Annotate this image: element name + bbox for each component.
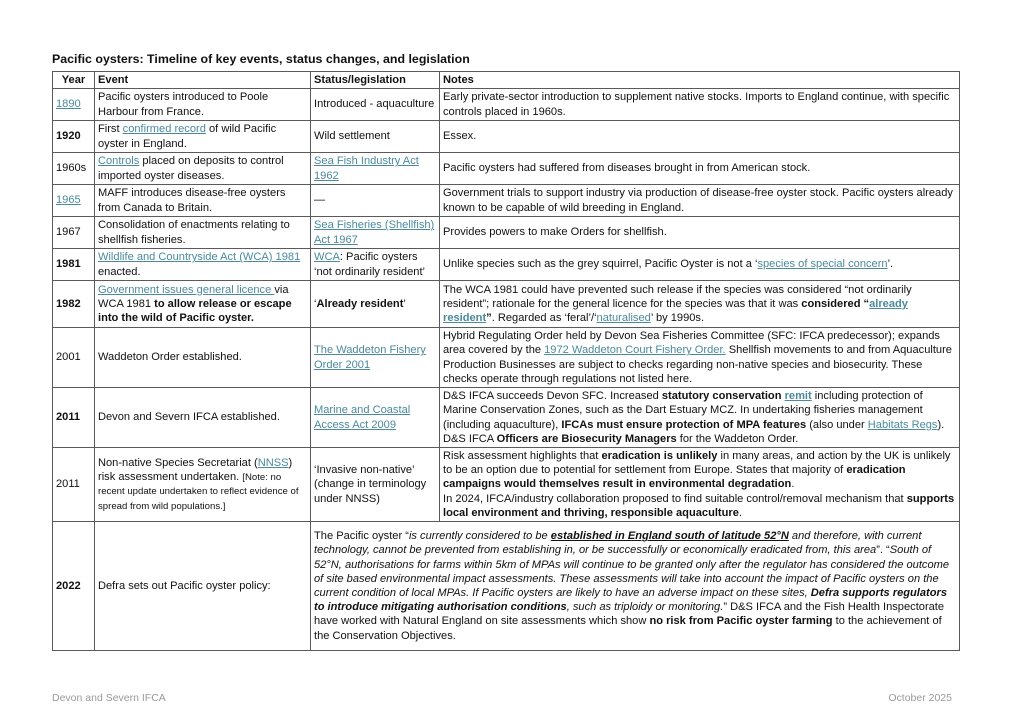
notes-text: for the Waddeton Order. <box>676 432 799 445</box>
notes-italic-text: is currently considered to be <box>408 530 551 543</box>
year-cell: 2011 <box>53 388 95 448</box>
confirmed-record-link[interactable]: confirmed record <box>122 123 206 136</box>
header-year: Year <box>53 72 95 89</box>
species-of-special-concern-link[interactable]: species of special concern <box>757 258 888 271</box>
event-cell: Waddeton Order established. <box>95 328 311 388</box>
notes-bold-text: considered “ <box>801 297 870 310</box>
footer-date: October 2025 <box>888 692 952 704</box>
notes-cell <box>440 328 960 388</box>
controls-link[interactable]: Controls <box>98 155 140 168</box>
status-bold-text: Already resident <box>316 297 404 310</box>
table-row <box>53 281 960 328</box>
table-row <box>53 249 960 281</box>
header-notes: Notes <box>440 72 960 89</box>
sea-fish-industry-act-link[interactable]: Sea Fish Industry Act 1962 <box>314 155 419 182</box>
notes-bold-italic-text: Defra supports regulators to introduce mitigating authorisation conditions <box>314 587 948 614</box>
notes-text: including protection of Marine Conservation Zones, such as the Dart Estuary MCZ. In undertaking fisheries management (including aquaculture), <box>443 390 923 431</box>
notes-text: . <box>791 478 795 491</box>
notes-bold-underline-text: established in England south of latitude 52°N <box>550 530 789 543</box>
notes-cell <box>440 249 960 281</box>
table-row <box>53 448 960 522</box>
event-cell <box>95 121 311 153</box>
event-cell: MAFF introduces disease-free oysters from Canada to Britain. <box>95 185 311 217</box>
year-cell <box>53 89 95 121</box>
notes-cell: Provides powers to make Orders for shellfish. <box>440 217 960 249</box>
event-cell: Devon and Severn IFCA established. <box>95 388 311 448</box>
table-row <box>53 121 960 153</box>
notes-bold-text: eradication campaigns would themselves result in environmental degradation <box>443 464 906 491</box>
status-cell <box>311 217 440 249</box>
notes-text: The WCA 1981 could have prevented such release if the species was considered “not ordinarily resident”; rationale for the general licence for the species was that it was <box>443 283 912 310</box>
table-row <box>53 388 960 448</box>
notes-bold-text: IFCAs must ensure protection of MPA features <box>561 418 807 431</box>
notes-text: ’ by 1990s. <box>650 312 705 325</box>
notes-text: D&S IFCA succeeds Devon SFC. Increased <box>443 390 662 403</box>
event-text: Non-native Species Secretariat ( <box>98 456 258 469</box>
notes-text: . <box>738 506 742 519</box>
notes-italic-text: , such as triploidy or monitoring. <box>566 601 724 614</box>
event-note: [Note: no recent update undertaken to reflect evidence of spread from wild populations.] <box>98 471 299 512</box>
notes-text: The Pacific oyster “ <box>314 530 409 543</box>
notes-bold-text: eradication is unlikely <box>601 449 718 462</box>
event-cell <box>95 153 311 185</box>
already-resident-link[interactable]: already resident <box>443 297 908 325</box>
notes-text: ). D&S IFCA <box>443 418 945 445</box>
table-row <box>53 522 960 651</box>
notes-cell <box>440 388 960 448</box>
notes-cell: Essex. <box>440 121 960 153</box>
notes-cell <box>440 448 960 522</box>
year-cell: 1960s <box>53 153 95 185</box>
notes-text: Risk assessment highlights that <box>443 449 602 462</box>
notes-text: to the achievement of the Conservation Objectives. <box>314 615 942 642</box>
year-cell <box>53 185 95 217</box>
notes-text: Unlike species such as the grey squirrel, Pacific Oyster is not a ‘ <box>443 258 758 271</box>
event-text: of wild Pacific oyster in England. <box>98 123 277 150</box>
event-text: enacted. <box>98 265 141 278</box>
remit-link[interactable]: remit <box>784 390 812 403</box>
general-licence-link[interactable]: Government issues general licence <box>98 283 275 296</box>
status-text: : Pacific oysters ‘not ordinarily resident’ <box>314 251 425 278</box>
notes-text: Shellfish movements to and from Aquaculture Production Businesses are subject to checks regarding non-native species and biosecurity. These checks operate through regulations not listed here. <box>443 344 952 385</box>
header-status: Status/legislation <box>311 72 440 89</box>
year-link[interactable]: 1965 <box>56 194 81 207</box>
year-cell: 1982 <box>53 281 95 328</box>
table-header-row <box>53 72 960 89</box>
table-row <box>53 185 960 217</box>
notes-cell: Early private-sector introduction to supplement native stocks. Imports to England continue, with specific controls placed in 1960s. <box>440 89 960 121</box>
footer-organization: Devon and Severn IFCA <box>52 692 166 704</box>
quote: ’ <box>403 297 406 310</box>
event-cell: Defra sets out Pacific oyster policy: <box>95 522 311 651</box>
wca-1981-link[interactable]: Wildlife and Countryside Act (WCA) 1981 <box>98 251 301 264</box>
event-cell <box>95 249 311 281</box>
document-title: Pacific oysters: Timeline of key events, status changes, and legislation <box>52 52 470 66</box>
naturalised-link[interactable]: naturalised <box>596 312 651 325</box>
status-cell <box>311 388 440 448</box>
year-cell: 1920 <box>53 121 95 153</box>
event-text: placed on deposits to control imported oyster diseases. <box>98 155 284 182</box>
notes-cell: Pacific oysters had suffered from diseases brought in from American stock. <box>440 153 960 185</box>
notes-text: Hybrid Regulating Order held by Devon Sea Fisheries Committee (SFC: IFCA predecessor); expands area covered by the <box>443 330 940 357</box>
event-bold-text: to allow release or escape into the wild of Pacific oyster. <box>98 297 292 325</box>
notes-cell: Government trials to support industry via production of disease-free oyster stock. Pacific oysters already known to be capable of wild breeding in England. <box>440 185 960 217</box>
notes-text: . Regarded as ‘feral’/‘ <box>491 312 597 325</box>
habitats-regs-link[interactable]: Habitats Regs <box>867 418 938 431</box>
header-event: Event <box>95 72 311 89</box>
waddeton-court-order-link[interactable]: 1972 Waddeton Court Fishery Order. <box>544 344 726 357</box>
status-cell: Introduced - aquaculture <box>311 89 440 121</box>
status-cell: ‘Invasive non-native’ (change in terminology under NNSS) <box>311 448 440 522</box>
notes-text: (also under <box>806 418 868 431</box>
nnss-link[interactable]: NNSS <box>257 456 289 469</box>
status-cell <box>311 328 440 388</box>
notes-text: ’. <box>887 258 894 271</box>
notes-italic-text: South of 52°N, authorisations for farms within 5km of MPAs will continue to be granted only after the regulator has considered the outcome of site based environmental impact assessments. These assessments will take into account the impact of Pacific oysters on the current condition of local MPAs. If Pacific oysters are likely to have an adverse impact on these sites, <box>314 544 950 599</box>
notes-bold-text: statutory conservation <box>661 390 785 403</box>
year-cell: 2022 <box>53 522 95 651</box>
notes-bold-text: no risk from Pacific oyster farming <box>649 615 833 628</box>
notes-text: in many areas, and action by the UK is unlikely to be an option due to potential for settlement from Europe. States that majority of <box>443 449 951 477</box>
event-text: ) risk assessment undertaken. <box>98 456 293 483</box>
notes-text: In 2024, IFCA/industry collaboration proposed to find suitable control/removal mechanism that <box>443 492 907 505</box>
status-cell <box>311 249 440 281</box>
notes-cell <box>440 281 960 328</box>
event-text: First <box>98 123 123 136</box>
sea-fisheries-shellfish-act-link[interactable]: Sea Fisheries (Shellfish) Act 1967 <box>314 219 435 246</box>
year-cell: 1981 <box>53 249 95 281</box>
notes-italic-text: and therefore, with current technology, cannot be prevented from establishing in, or be successfully or economically eradicated from, this area <box>314 530 922 557</box>
event-cell: Pacific oysters introduced to Poole Harbour from France. <box>95 89 311 121</box>
notes-text: ”. “ <box>876 544 890 557</box>
marine-coastal-access-act-link[interactable]: Marine and Coastal Access Act 2009 <box>314 404 411 431</box>
year-cell: 1967 <box>53 217 95 249</box>
quote: ‘ <box>314 297 317 310</box>
year-link[interactable]: 1890 <box>56 98 81 111</box>
event-cell <box>95 448 311 522</box>
notes-text: ” D&S IFCA and the Fish Health Inspectorate have worked with Natural England on site assessments which show <box>314 601 945 628</box>
timeline-table <box>52 71 960 651</box>
table-row <box>53 153 960 185</box>
status-cell <box>311 153 440 185</box>
table-row <box>53 217 960 249</box>
status-cell <box>311 281 440 328</box>
table-row <box>53 89 960 121</box>
notes-cell <box>311 522 960 651</box>
notes-bold-text: ” <box>486 312 492 325</box>
status-cell: — <box>311 185 440 217</box>
event-cell: Consolidation of enactments relating to shellfish fisheries. <box>95 217 311 249</box>
table-row <box>53 328 960 388</box>
status-cell: Wild settlement <box>311 121 440 153</box>
notes-bold-text: Officers are Biosecurity Managers <box>496 432 677 445</box>
year-cell: 2011 <box>53 448 95 522</box>
wca-link[interactable]: WCA <box>314 251 340 264</box>
year-cell: 2001 <box>53 328 95 388</box>
notes-bold-text: supports local environment and thriving, responsible aquaculture <box>443 492 955 519</box>
event-cell <box>95 281 311 328</box>
event-text: via WCA 1981 <box>98 283 289 310</box>
waddeton-fishery-order-link[interactable]: The Waddeton Fishery Order 2001 <box>314 344 426 371</box>
